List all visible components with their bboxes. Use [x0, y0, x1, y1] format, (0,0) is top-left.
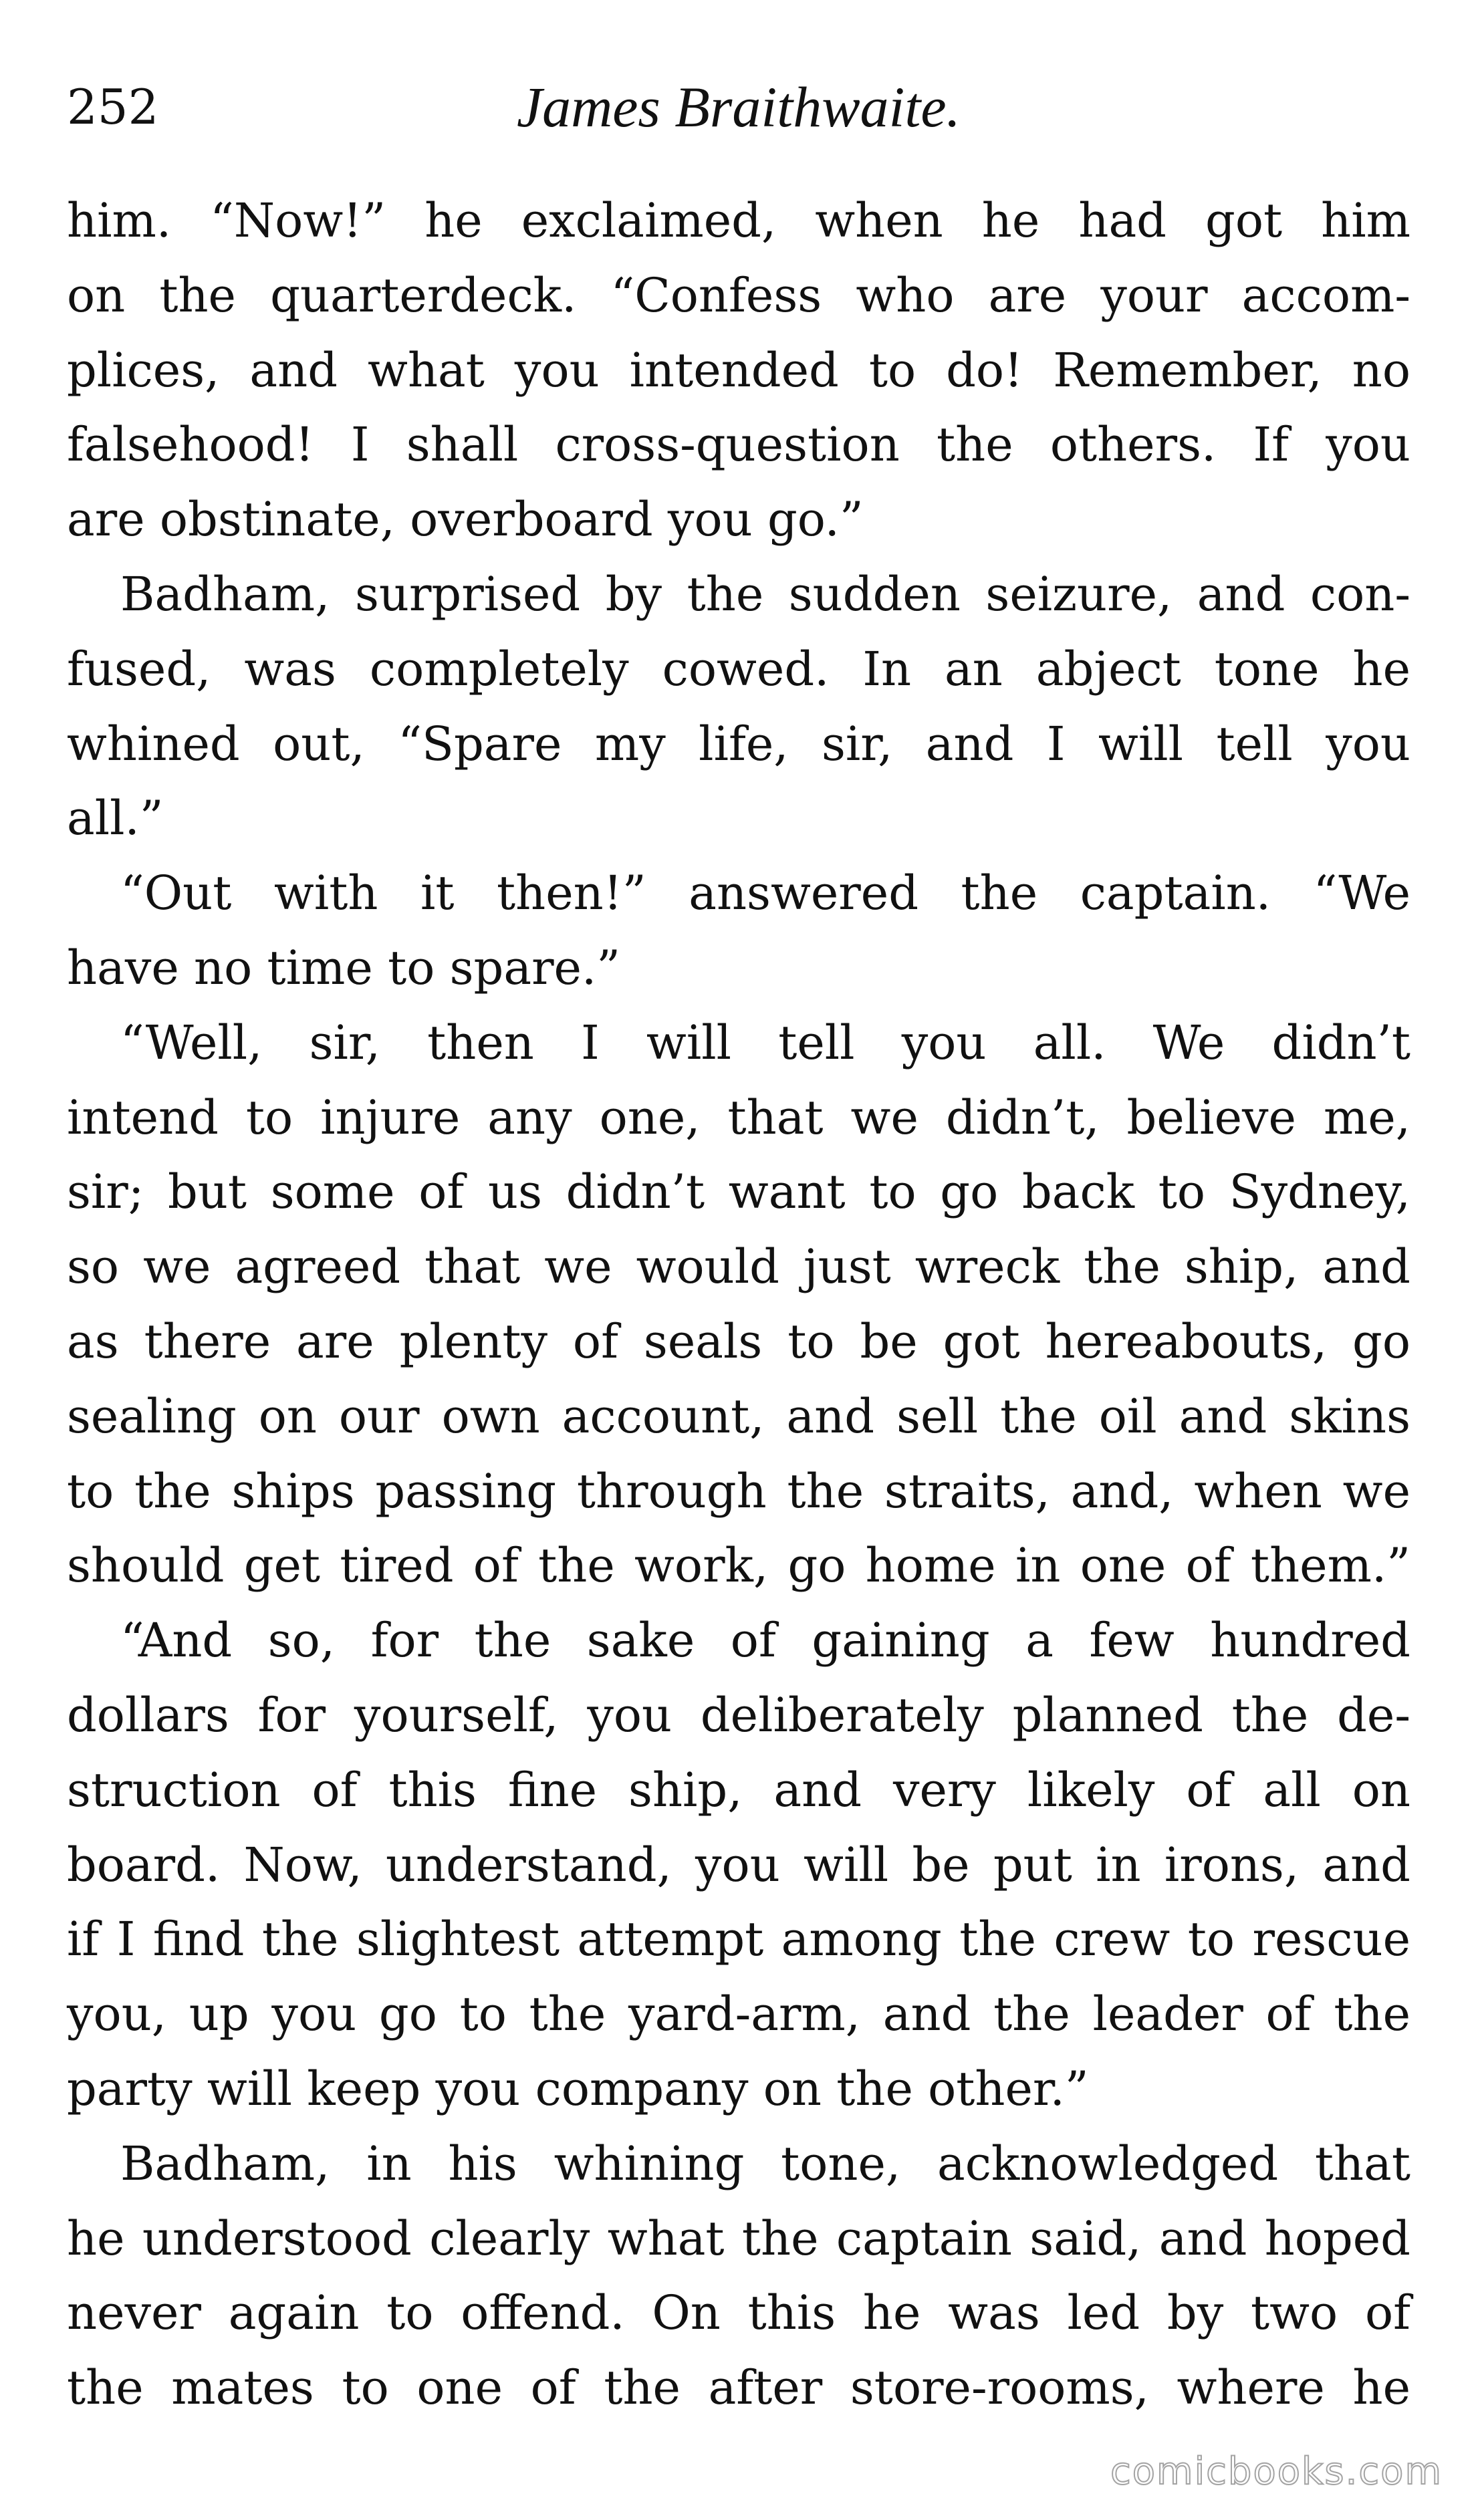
watermark: comicbooks.com — [1110, 2450, 1443, 2493]
page-header — [67, 70, 1410, 144]
text-line: on the quarterdeck. “Confess who are your accom- — [67, 267, 1410, 323]
text-line: struction of this fine ship, and very likely of all on — [67, 1762, 1410, 1817]
body-text — [67, 184, 1410, 2426]
text-line: have no time to spare.” — [67, 940, 621, 995]
text-line: all.” — [67, 791, 164, 846]
text-line: Badham, surprised by the sudden seizure, and con- — [120, 566, 1410, 622]
text-line: Badham, in his whining tone, acknowledged that — [120, 2136, 1410, 2191]
text-line: whined out, “Spare my life, sir, and I will tell you — [67, 716, 1410, 771]
text-line: falsehood! I shall cross-question the others. If you — [67, 417, 1410, 473]
page-number: 252 — [67, 79, 159, 135]
text-line: dollars for yourself, you deliberately planned the de- — [67, 1687, 1410, 1743]
text-line: so we agreed that we would just wreck the ship, and — [67, 1239, 1410, 1295]
text-line: “And so, for the sake of gaining a few hundred — [120, 1613, 1410, 1668]
text-line: “Well, sir, then I will tell you all. We didn’t — [120, 1015, 1410, 1070]
text-line: the mates to one of the after store-rooms, where he — [67, 2360, 1410, 2416]
text-line: fused, was completely cowed. In an abject tone he — [67, 641, 1410, 697]
text-line: you, up you go to the yard-arm, and the leader of the — [67, 1987, 1410, 2042]
text-line: “Out with it then!” answered the captain. “We — [120, 866, 1410, 921]
text-line: sealing on our own account, and sell the oil and skins — [67, 1388, 1410, 1444]
text-line: board. Now, understand, you will be put in irons, and — [67, 1837, 1410, 1892]
text-line: if I find the slightest attempt among the crew to rescue — [67, 1912, 1410, 1967]
text-line: him. “Now!” he exclaimed, when he had got him — [67, 193, 1410, 248]
text-line: should get tired of the work, go home in one of them.” — [67, 1538, 1410, 1594]
text-line: are obstinate, overboard you go.” — [67, 492, 864, 547]
text-line: intend to injure any one, that we didn’t, believe me, — [67, 1090, 1410, 1145]
text-line: plices, and what you intended to do! Remember, no — [67, 342, 1410, 398]
text-line: never again to offend. On this he was led by two of — [67, 2285, 1410, 2341]
text-line: sir; but some of us didn’t want to go back to Sydney, — [67, 1164, 1410, 1220]
running-title: James Braithwaite. — [516, 75, 961, 139]
text-line: to the ships passing through the straits, and, when we — [67, 1463, 1410, 1519]
text-line: party will keep you company on the other.” — [67, 2061, 1089, 2116]
text-line: as there are plenty of seals to be got hereabouts, go — [67, 1313, 1410, 1369]
text-line: he understood clearly what the captain said, and hoped — [67, 2211, 1410, 2266]
